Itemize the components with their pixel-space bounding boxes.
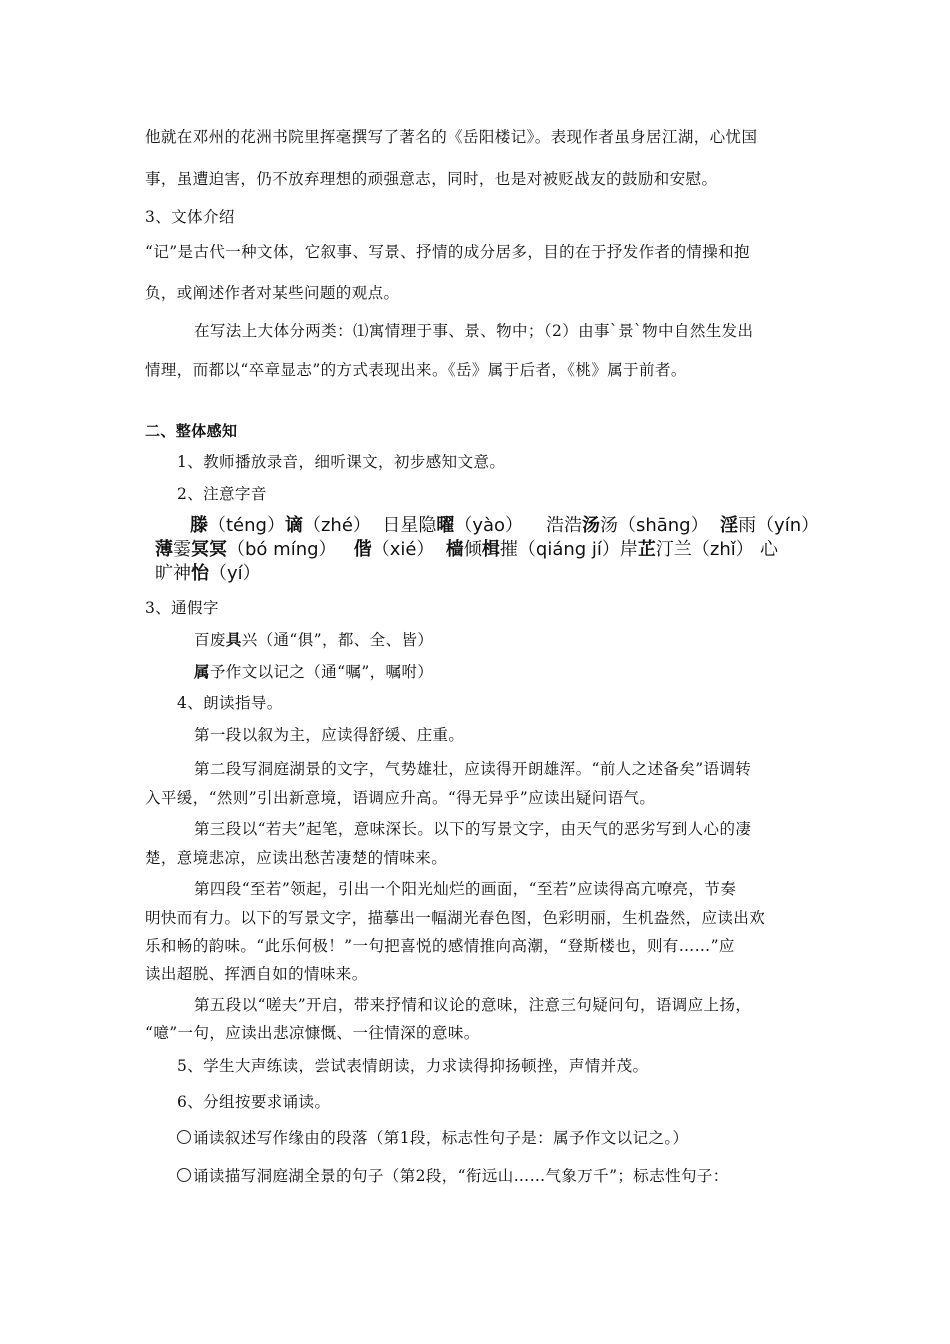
word: 谪 xyxy=(284,515,303,536)
text: 诵读描写洞庭湖全景的句子（第2段，“衔远山……气象万千”；标志性句子： xyxy=(193,1167,729,1185)
intro-line-1: 他就在邓州的花洲书院里挥毫撰写了著名的《岳阳楼记》。表现作者虽身居江湖，心忧国 xyxy=(145,128,758,146)
genre-line-4: 情理，而都以“卒章显志”的方式表现出来。《岳》属于后者，《桃》属于前者。 xyxy=(145,361,687,379)
reading-p4c: 乐和畅的韵味。“此乐何极！”一句把喜悦的感情推向高潮，“登斯楼也，则有……”应 xyxy=(145,937,735,955)
reading-p5a: 第五段以“嗟夫”开启，带来抒情和议论的意味，注意三句疑问句，语调应上扬， xyxy=(194,996,752,1014)
word: 曜 xyxy=(436,515,455,536)
item-5: 5、学生大声练读，尝试表情朗读，力求读得抑扬顿挫，声情并茂。 xyxy=(177,1057,649,1075)
genre-title: 3、文体介绍 xyxy=(145,208,235,226)
reading-title: 4、朗读指导。 xyxy=(177,694,283,712)
pinyin: （yí） xyxy=(209,563,261,584)
word: 摧 xyxy=(499,539,518,560)
item-2: 2、注意字音 xyxy=(177,485,267,503)
pronunciation-line-3 xyxy=(155,563,261,585)
pinyin: （zhǐ） xyxy=(691,539,754,560)
item-1: 1、教师播放录音，细听课文，初步感知文意。 xyxy=(177,453,506,471)
reading-p2a: 第二段写洞庭湖景的文字，气势雄壮，应读得开朗雄浑。“前人之述备矣”语调转 xyxy=(194,760,752,778)
reading-p2b: 入平缓，“然则”引出新意境，语调应升高。“得无异乎”应读出疑问语气。 xyxy=(145,789,656,807)
word: 汤 xyxy=(599,515,618,536)
reading-p5b: “噫”一句，应读出悲凉慷慨、一往情深的意味。 xyxy=(145,1024,480,1042)
word: 薄 xyxy=(155,539,173,560)
reading-p4a: 第四段“至若”领起，引出一个阳光灿烂的画面，“至若”应读得高亢嘹亮，节奏 xyxy=(194,880,737,898)
genre-line-2: 负，或阐述作者对某些问题的观点。 xyxy=(145,284,400,302)
pinyin: （yào） xyxy=(454,515,524,536)
pinyin: （shāng） xyxy=(617,515,709,536)
word: 淫 xyxy=(720,515,739,536)
pinyin: （xié） xyxy=(371,539,435,560)
circle-item-1 xyxy=(177,1128,688,1148)
text: 属 xyxy=(194,662,210,681)
word: 楫 xyxy=(481,539,500,560)
word: 倾 xyxy=(463,539,482,560)
pinyin: （bó míng） xyxy=(227,539,337,560)
word: 汀兰 xyxy=(655,539,692,560)
text: 诵读叙述写作缘由的段落（第1段，标志性句子是：属予作文以记之。） xyxy=(193,1129,689,1147)
text: 予作文以记之（通“嘱”，嘱咐） xyxy=(209,663,434,681)
pronunciation-line-1 xyxy=(190,515,819,537)
word: 汤 xyxy=(581,515,600,536)
circle-bullet-icon xyxy=(177,1130,191,1144)
word: 滕 xyxy=(190,515,208,536)
text: 百废 xyxy=(194,631,226,649)
circle-bullet-icon xyxy=(177,1168,191,1182)
word: 偕 xyxy=(353,539,372,560)
genre-line-3: 在写法上大体分两类：⑴寓情理于事、景、物中；（2）由事`景`物中自然生发出 xyxy=(194,322,754,340)
text: 具 xyxy=(225,630,242,649)
reading-p4b: 明快而有力。以下的写景文字，描摹出一幅湖光春色图，色彩明丽，生机盎然，应读出欢 xyxy=(145,909,766,927)
section-heading: 二、整体感知 xyxy=(145,422,238,440)
pinyin: （téng） xyxy=(208,515,285,536)
reading-p1: 第一段以叙为主，应读得舒缓、庄重。 xyxy=(194,726,465,744)
tongjia-line-1 xyxy=(194,630,433,650)
word: 旷神 xyxy=(155,563,191,584)
pronunciation-line-2-end: 心 xyxy=(760,539,778,560)
item-6: 6、分组按要求诵读。 xyxy=(177,1093,331,1111)
pronunciation-line-2 xyxy=(155,539,754,561)
word: 芷 xyxy=(637,539,656,560)
tongjia-title: 3、通假字 xyxy=(145,599,219,617)
intro-line-2: 事，虽遭迫害，仍不放弃理想的顽强意志，同时，也是对被贬战友的鼓励和安慰。 xyxy=(145,170,718,188)
word: 怡 xyxy=(191,563,209,584)
word: 岸 xyxy=(619,539,638,560)
word: 浩浩 xyxy=(545,515,582,536)
circle-item-2 xyxy=(177,1166,729,1186)
word: 雨 xyxy=(738,515,757,536)
word: 日星隐 xyxy=(382,515,437,536)
reading-p3a: 第三段以“若夫”起笔，意味深长。以下的写景文字，由天气的恶劣写到人心的凄 xyxy=(194,820,752,838)
pinyin: （qiáng jí） xyxy=(517,539,620,560)
text: 兴（通“俱”，都、全、皆） xyxy=(241,631,434,649)
word: 霎 xyxy=(173,539,191,560)
word: 冥冥 xyxy=(191,539,227,560)
reading-p4d: 读出超脱、挥洒自如的情味来。 xyxy=(145,965,368,983)
pinyin: （zhé） xyxy=(302,515,371,536)
tongjia-line-2 xyxy=(194,662,433,682)
genre-line-1: “记”是古代一种文体，它叙事、写景、抒情的成分居多，目的在于抒发作者的情操和抱 xyxy=(145,243,750,261)
reading-p3b: 楚，意境悲凉，应读出愁苦凄楚的情味来。 xyxy=(145,849,448,867)
word: 樯 xyxy=(445,539,464,560)
pinyin: （yín） xyxy=(756,515,820,536)
